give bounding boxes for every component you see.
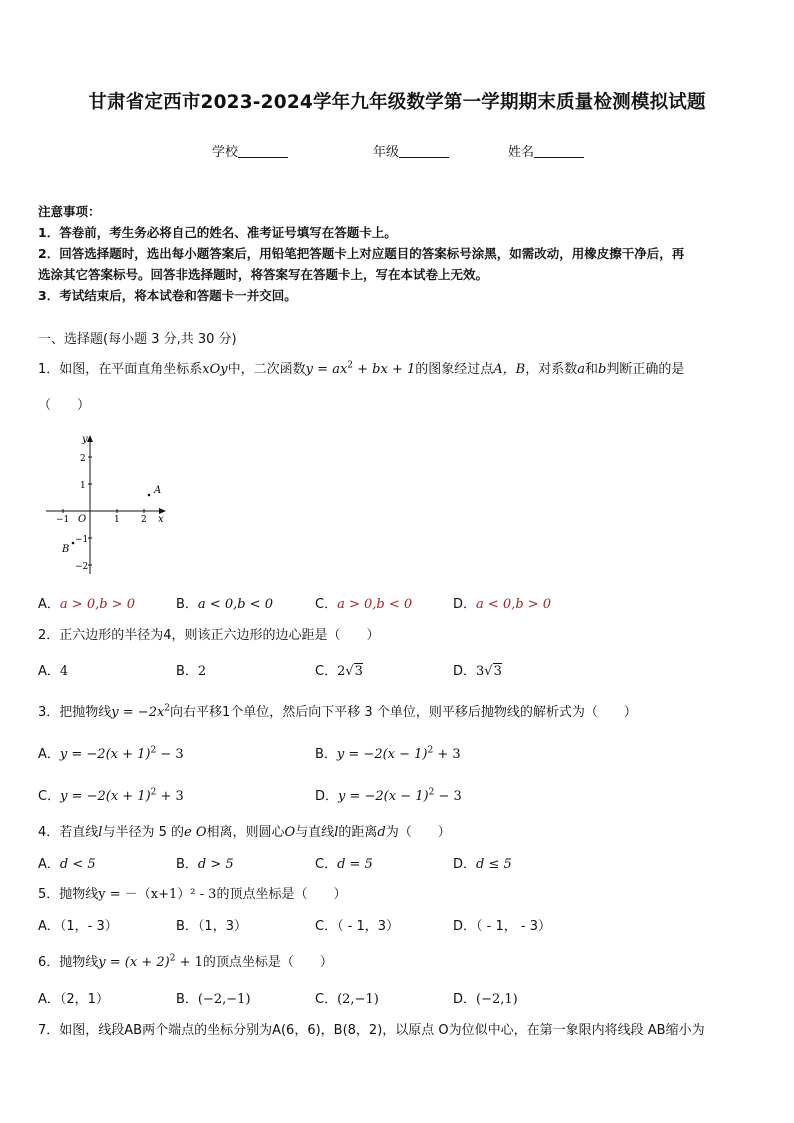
q3-option-d[interactable]: D．$y = -2(x - 1)^2 - 3$: [315, 787, 462, 804]
note-3: 3．考试结束后，将本试卷和答题卡一并交回。: [38, 288, 297, 303]
tick-y1: 1: [80, 481, 86, 491]
school-label: 学校: [212, 145, 239, 160]
q6-option-d[interactable]: D．(−2,1): [453, 992, 518, 1007]
question-1-paren: （ ）: [38, 398, 91, 413]
q4-option-c[interactable]: C．d = 5: [315, 857, 373, 872]
q6-option-c[interactable]: C．(2,−1): [315, 992, 379, 1007]
question-1: 1．如图，在平面直角坐标系xOy中，二次函数$y = ax^2$ + bx + 1的图象经过点A，B，对系数a和b判断正确的是: [38, 360, 685, 377]
q1-option-a[interactable]: A．a > 0,b > 0: [38, 597, 135, 612]
name-field[interactable]: [508, 141, 584, 160]
point-a: [148, 494, 151, 497]
point-b: [72, 542, 75, 545]
school-field[interactable]: [212, 141, 288, 160]
q2-option-c[interactable]: C．2√3: [315, 664, 363, 679]
question-5: 5．抛物线y = －（x+1）² - 3的顶点坐标是（ ）: [38, 887, 347, 902]
note-2b: 选涂其它答案标号。回答非选择题时，将答案写在答题卡上，写在本试卷上无效。: [38, 267, 489, 282]
grade-blank[interactable]: [399, 145, 449, 158]
point-b-label: B: [62, 544, 70, 555]
tick-xm1: −1: [56, 515, 70, 525]
q3-option-a[interactable]: A．$y = -2(x + 1)^2 - 3$: [38, 745, 184, 762]
y-axis-arrow: [87, 435, 93, 442]
notes-heading: 注意事项：: [38, 204, 101, 219]
q1-option-c[interactable]: C．a > 0,b < 0: [315, 597, 413, 612]
q5-option-b[interactable]: B．（1，3）: [176, 919, 247, 934]
q4-option-a[interactable]: A．d < 5: [38, 857, 96, 872]
name-blank[interactable]: [534, 145, 584, 158]
question-2: 2．正六边形的半径为4，则该正六边形的边心距是（ ）: [38, 628, 380, 643]
q1-coordinate-graph: [42, 428, 172, 578]
question-4: 4．若直线l与半径为 5 的e O相离，则圆心O与直线l的距离d为（ ）: [38, 825, 451, 840]
q3-option-c[interactable]: C．$y = -2(x + 1)^2 + 3$: [38, 787, 184, 804]
q6-option-a[interactable]: A．（2，1）: [38, 992, 109, 1007]
q4-option-b[interactable]: B．d > 5: [176, 857, 234, 872]
tick-ym1: −1: [75, 535, 89, 545]
name-label: 姓名: [508, 145, 535, 160]
q5-option-d[interactable]: D．（ - 1， - 3）: [453, 919, 551, 934]
note-2a: 2．回答选择题时，选出每小题答案后，用铅笔把答题卡上对应题目的答案标号涂黑，如需改动，用橡皮擦干净后，再: [38, 246, 685, 261]
question-6: 6．抛物线$y = (x + 2)^2 + 1$的顶点坐标是（ ）: [38, 953, 333, 970]
tick-x2: 2: [141, 515, 147, 525]
q2-option-b[interactable]: B．2: [176, 664, 207, 679]
q2-option-d[interactable]: D．3√3: [453, 664, 502, 679]
q5-option-a[interactable]: A．（1，- 3）: [38, 919, 118, 934]
q6-option-b[interactable]: B．(−2,−1): [176, 992, 251, 1007]
origin-label: O: [78, 514, 87, 525]
q1-option-d[interactable]: D．a < 0,b > 0: [453, 597, 552, 612]
tick-y2: 2: [80, 454, 86, 464]
point-a-label: A: [154, 485, 162, 496]
grade-label: 年级: [373, 145, 400, 160]
q4-option-d[interactable]: D．d ≤ 5: [453, 857, 512, 872]
q5-option-c[interactable]: C．（ - 1，3）: [315, 919, 400, 934]
q3-option-b[interactable]: B．$y = -2(x - 1)^2 + 3$: [315, 745, 461, 762]
tick-x1: 1: [114, 515, 120, 525]
q2-option-a[interactable]: A．4: [38, 664, 69, 679]
school-blank[interactable]: [238, 145, 288, 158]
note-1: 1．答卷前，考生务必将自己的姓名、准考证号填写在答题卡上。: [38, 225, 397, 240]
question-7: 7．如图，线段AB两个端点的坐标分别为A(6，6)，B(8，2)，以原点 O为位似中心，在第一象限内将线段 AB缩小为: [38, 1023, 705, 1038]
page-title: 甘肃省定西市2023-2024学年九年级数学第一学期期末质量检测模拟试题: [88, 92, 706, 113]
y-axis-label: y: [82, 434, 88, 445]
section-heading: 一、选择题(每小题 3 分,共 30 分): [38, 332, 237, 347]
grade-field[interactable]: [373, 141, 449, 160]
question-3: 3．把抛物线$y = -2x^2$向右平移1个单位，然后向下平移 3 个单位，则平移后抛物线的解析式为（ ）: [38, 703, 637, 720]
x-axis-label: x: [158, 514, 164, 525]
q1-option-b[interactable]: B．a < 0,b < 0: [176, 597, 273, 612]
tick-ym2: −2: [75, 562, 89, 572]
